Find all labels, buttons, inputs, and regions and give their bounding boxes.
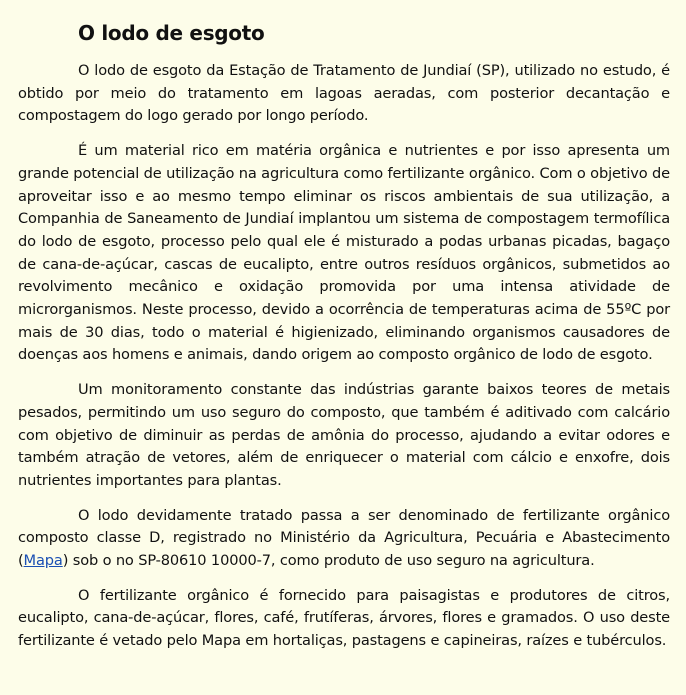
paragraph-4-text-start: O lodo devidamente tratado passa a ser denominado de fertilizante orgânico composto classe D, registrado no Ministério da Agricultura, Pecuária e Abastecimento ( bbox=[18, 506, 670, 570]
paragraph-5: O fertilizante orgânico é fornecido para paisagistas e produtores de citros, eucalipto, cana-de-açúcar, flores, café, frutíferas, árvores, flores e gramados. O uso deste fertilizante é vetado pelo Mapa em hortaliças, pastagens e capineiras, raízes e tubérculos. bbox=[18, 586, 670, 650]
paragraph-4 bbox=[18, 505, 670, 573]
paragraph-1: O lodo de esgoto da Estação de Tratamento de Jundiaí (SP), utilizado no estudo, é obtido por meio do tratamento em lagoas aeradas, com posterior decantação e compostagem do logo gerado por longo período. bbox=[18, 62, 670, 125]
paragraph-2: É um material rico em matéria orgânica e nutrientes e por isso apresenta um grande potencial de utilização na agricultura como fertilizante orgânico. Com o objetivo de aproveitar isso e ao mesmo tempo eliminar os riscos ambientais de sua utilização, a Companhia de Saneamento de Jundiaí implantou um sistema de compostagem termofílica do lodo de esgoto, processo pelo qual ele é misturado a podas urbanas picadas, bagaço de cana-de-açúcar, cascas de eucalipto, entre outros resíduos orgânicos, submetidos ao revolvimento mecânico e oxidação promovida por uma intensa atividade de microrganismos. Neste processo, devido a ocorrência de temperaturas acima de 55ºC por mais de 30 dias, todo o material é higienizado, eliminando organismos causadores de doenças aos homens e animais, dando origem ao composto orgânico de lodo de esgoto. bbox=[18, 142, 670, 364]
paragraph-3: Um monitoramento constante das indústrias garante baixos teores de metais pesados, permitindo um uso seguro do composto, que também é aditivado com calcário com objetivo de diminuir as perdas de amônia do processo, ajudando a evitar odores e também atração de vetores, além de enriquecer o material com cálcio e enxofre, dois nutrientes importantes para plantas. bbox=[18, 381, 670, 489]
paragraph-4-text-end: ) sob o no SP-80610 10000-7, como produto de uso seguro na agricultura. bbox=[62, 552, 595, 570]
page-title: O lodo de esgoto bbox=[78, 21, 265, 45]
mapa-link[interactable]: Mapa bbox=[23, 552, 63, 570]
